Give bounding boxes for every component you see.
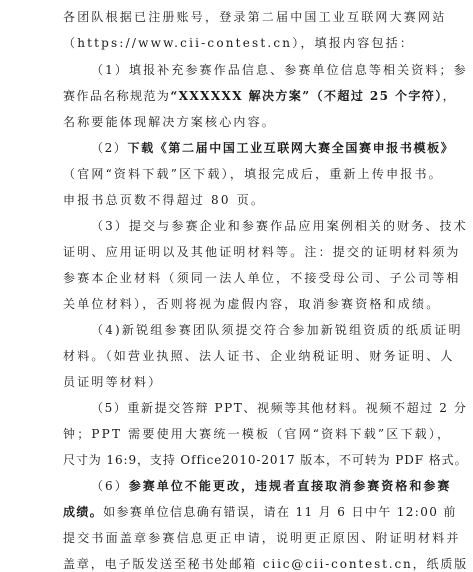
item-6-number: （6） — [91, 479, 129, 493]
item-5-line-1: （5）重新提交答辩 PPT、视频等其他材料。视频不超过 2 分 — [91, 401, 468, 415]
item-2-line-3: 申报书总页数不得超过 80 页。 — [63, 193, 266, 207]
item-4-line-2: 材料。（如营业执照、法人证书、企业纳税证明、财务证明、人 — [63, 349, 455, 363]
item-6-warning: 参赛单位不能更改，违规者直接取消参赛资格和参赛 — [128, 479, 452, 493]
item-6-warning-end: 成绩。 — [63, 505, 104, 519]
item-6-correction-note: 如参赛单位信息确有错误，请在 11 月 6 日中午 12:00 前 — [103, 505, 457, 519]
item-1-line-3: 名称要能体现解决方案核心内容。 — [63, 115, 277, 129]
item-3-line-2: 证明、应用证明以及其他证明材料等。注：提交的证明材料须为 — [63, 245, 461, 259]
item-3-line-3: 参赛本企业材料（须同一法人单位，不接受母公司、子公司等相 — [63, 271, 461, 285]
item-4-line-1: （4)新锐组参赛团队须提交符合参加新锐组资质的纸质证明 — [91, 323, 463, 337]
item-1-comma: ， — [442, 89, 457, 103]
item-3-line-1: （3）提交与参赛企业和参赛作品应用案例相关的财务、技术 — [91, 219, 468, 233]
intro-line-1: 各团队根据已注册账号，登录第二届中国工业互联网大赛网站 — [63, 10, 447, 24]
item-2-number: （2） — [91, 141, 128, 155]
item-5-line-2: 钟；PPT 需要使用大赛统一模板（官网“资料下载”区下载）， — [63, 427, 452, 441]
item-4-line-3: 员证明等材料） — [63, 375, 163, 389]
item-2-template-title: 下载《第二届中国工业互联网大赛全国赛申报书模板》 — [127, 141, 455, 155]
item-1-line-1: （1）填报补充参赛作品信息、参赛单位信息等相关资料；参 — [91, 63, 468, 77]
item-2-line-2: （官网“资料下载”区下载），填报完成后，重新上传申报书。 — [63, 167, 443, 181]
item-6-line-4: 盖章，电子版发送至秘书处邮箱 ciic@cii-contest.cn，纸质版 — [63, 557, 469, 571]
item-2-line-1 — [91, 140, 454, 156]
item-6-line-3: 提交书面盖章参赛信息更正申请，说明更正原因、附证明材料并 — [63, 531, 461, 545]
item-6-line-2 — [63, 504, 457, 520]
item-3-line-4: 关单位材料），否则将视为虚假内容，取消参赛资格和成绩。 — [63, 297, 441, 311]
item-1-prefix: 赛作品名称规范为 — [63, 89, 171, 103]
item-1-line-2 — [63, 88, 456, 104]
item-5-line-3: 尺寸为 16:9，支持 Office2010-2017 版本，不可转为 PDF 格式。 — [63, 453, 468, 467]
intro-line-2: （https://www.cii-contest.cn），填报内容包括： — [63, 36, 415, 50]
item-6-line-1 — [91, 478, 451, 494]
item-1-name-format: “XXXXXX 解决方案”（不超过 25 个字符） — [170, 89, 443, 103]
